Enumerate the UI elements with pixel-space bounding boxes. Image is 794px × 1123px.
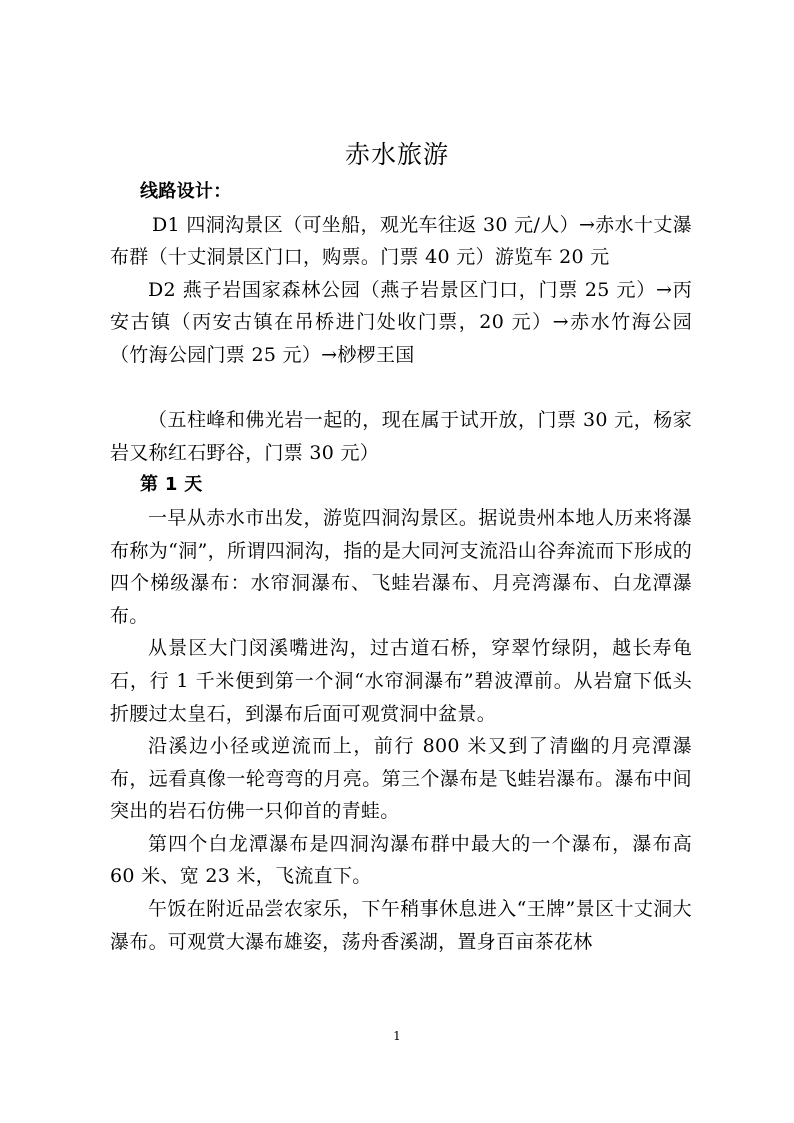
- day1-heading: 第 1 天: [140, 474, 203, 496]
- document-title: 赤水旅游: [344, 140, 449, 169]
- route-day1-paragraph: D1 四洞沟景区（可坐船，观光车往返 30 元/人）→赤水十丈瀑布群（十丈洞景区门口，购票。门票 40 元）游览车 20 元: [110, 213, 692, 269]
- blank-line: [110, 372, 692, 405]
- document-body: [110, 176, 692, 958]
- route-day2-paragraph: D2 燕子岩国家森林公园（燕子岩景区门口，门票 25 元）→丙安古镇（丙安古镇在吊桥进门处收门票，20 元）→赤水竹海公园（竹海公园门票 25 元）→桫椤王国: [110, 278, 692, 366]
- page-number: 1: [393, 1029, 401, 1043]
- body-paragraph: 一早从赤水市出发，游览四洞沟景区。据说贵州本地人历来将瀑布称为“洞”，所谓四洞沟，指的是大同河支流沿山谷奔流而下形成的四个梯级瀑布：水帘洞瀑布、飞蛙岩瀑布、月亮湾瀑布、白龙潭瀑布。: [110, 506, 692, 627]
- ticket-note-paragraph: （五柱峰和佛光岩一起的，现在属于试开放，门票 30 元，杨家岩又称红石野谷，门票 30 元）: [110, 409, 692, 464]
- body-paragraph: 第四个白龙潭瀑布是四洞沟瀑布群中最大的一个瀑布，瀑布高 60 米、宽 23 米，飞流直下。: [110, 832, 692, 888]
- body-paragraph: 午饭在附近品尝农家乐，下午稍事休息进入“王牌”景区十丈洞大瀑布。可观赏大瀑布雄姿，荡舟香溪湖，置身百亩茶花林: [110, 898, 692, 953]
- body-paragraph: 从景区大门闵溪嘴进沟，过古道石桥，穿翠竹绿阴，越长寿龟石，行 1 千米便到第一个洞“水帘洞瀑布”碧波潭前。从岩窟下低头折腰过太皇石，到瀑布后面可观赏洞中盆景。: [110, 637, 692, 725]
- body-paragraph: 沿溪边小径或逆流而上，前行 800 米又到了清幽的月亮潭瀑布，远看真像一轮弯弯的月亮。第三个瀑布是飞蛙岩瀑布。瀑布中间突出的岩石仿佛一只仰首的青蛙。: [110, 735, 692, 823]
- route-design-heading: 线路设计：: [140, 181, 232, 202]
